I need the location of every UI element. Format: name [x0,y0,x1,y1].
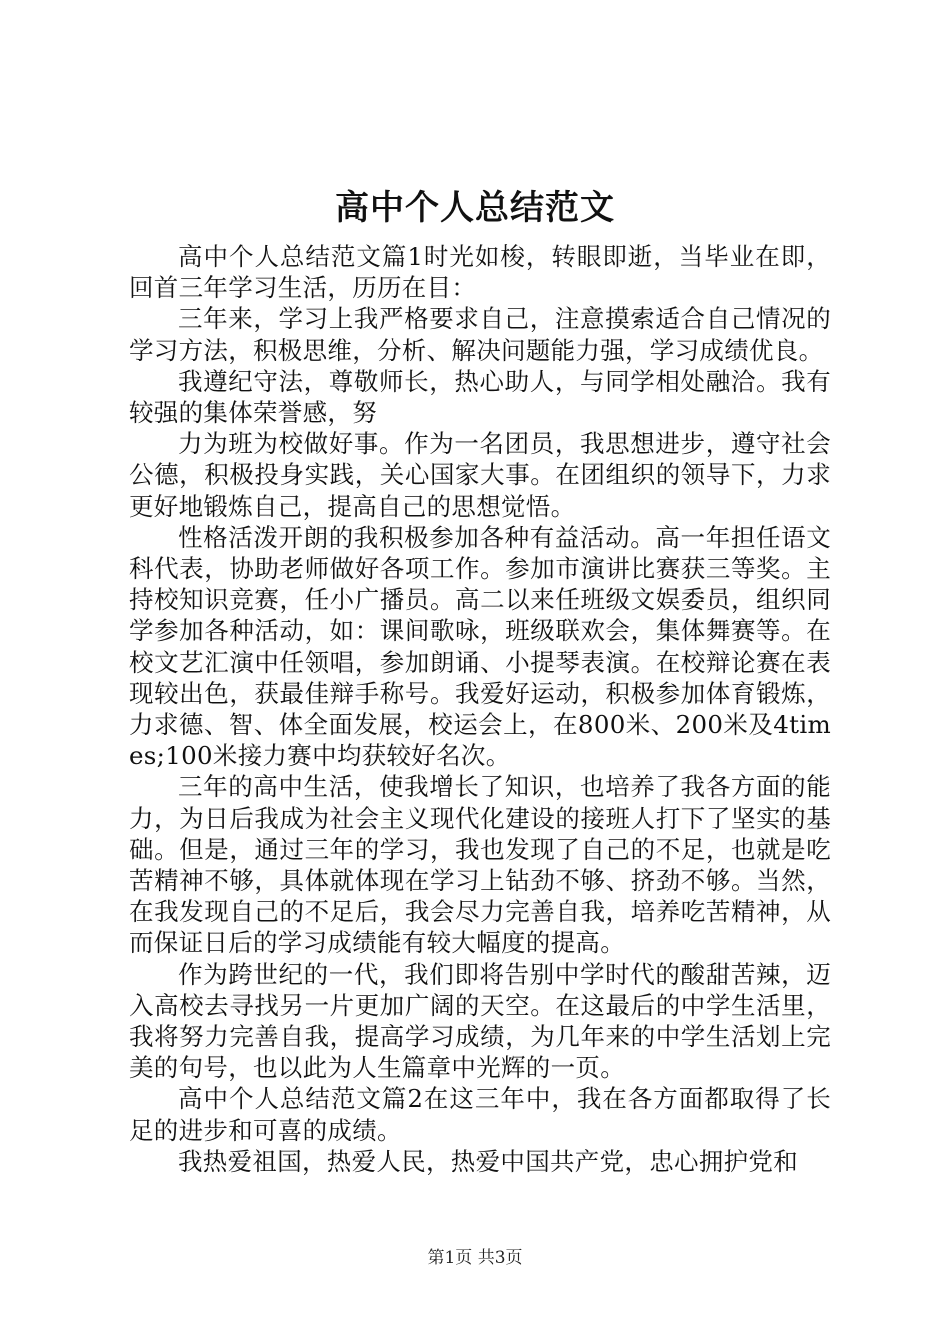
paragraph-4: 力为班为校做好事。作为一名团员，我思想进步，遵守社会公德，积极投身实践，关心国家大事。在团组织的领导下，力求更好地锻炼自己，提高自己的思想觉悟。 [129,429,831,521]
paragraph-8: 高中个人总结范文篇2在这三年中，我在各方面都取得了长足的进步和可喜的成绩。 [129,1084,831,1145]
paragraph-9: 我热爱祖国，热爱人民，热爱中国共产党，忠心拥护党和 [178,1146,798,1176]
paragraph-7: 作为跨世纪的一代，我们即将告别中学时代的酸甜苦辣，迈入高校去寻找另一片更加广阔的天空。在这最后的中学生活里，我将努力完善自我，提高学习成绩，为几年来的中学生活划上完美的句号，也以此为人生篇章中光辉的一页。 [129,959,831,1083]
document-body [129,241,831,1177]
paragraph-5: 性格活泼开朗的我积极参加各种有益活动。高一年担任语文科代表，协助老师做好各项工作。参加市演讲比赛获三等奖。主持校知识竞赛，任小广播员。高二以来任班级文娱委员，组织同学参加各种活动，如：课间歌咏，班级联欢会，集体舞赛等。在校文艺汇演中任领唱，参加朗诵、小提琴表演。在校辩论赛在表现较出色，获最佳辩手称号。我爱好运动，积极参加体育锻炼，力求德、智、体全面发展，校运会上，在800米、200米及4times;100米接力赛中均获较好名次。 [129,522,831,771]
page-number-footer: 第1页 共3页 [427,1248,523,1268]
paragraph-6: 三年的高中生活，使我增长了知识，也培养了我各方面的能力，为日后我成为社会主义现代化建设的接班人打下了坚实的基础。但是，通过三年的学习，我也发现了自己的不足，也就是吃苦精神不够，具体就体现在学习上钻劲不够、挤劲不够。当然，在我发现自己的不足后，我会尽力完善自我，培养吃苦精神，从而保证日后的学习成绩能有较大幅度的提高。 [129,772,831,958]
document-title: 高中个人总结范文 [335,188,615,228]
paragraph-3: 我遵纪守法，尊敬师长，热心助人，与同学相处融洽。我有较强的集体荣誉感，努 [129,366,831,428]
paragraph-2: 三年来，学习上我严格要求自己，注意摸索适合自己情况的学习方法，积极思维，分析、解决问题能力强，学习成绩优良。 [129,304,831,365]
paragraph-1: 高中个人总结范文篇1时光如梭，转眼即逝，当毕业在即，回首三年学习生活，历历在目： [129,242,831,303]
